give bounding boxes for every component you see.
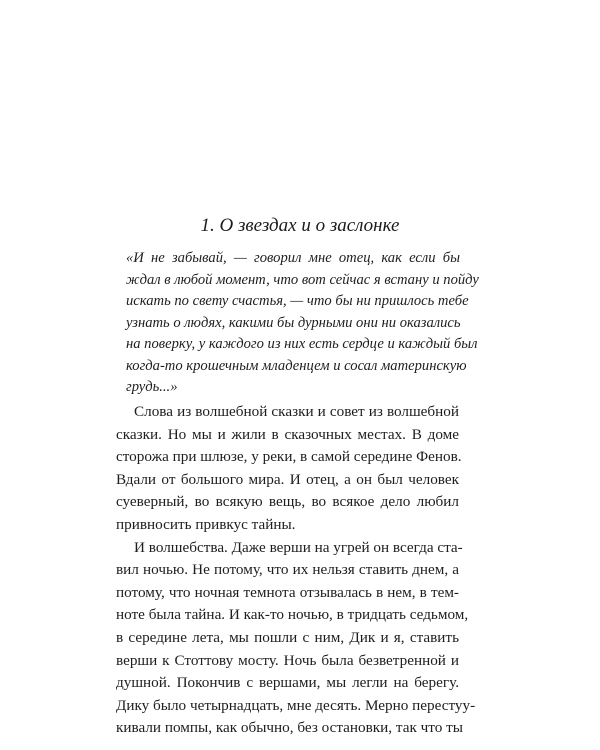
epigraph-line: «И не забывай, — говорил мне отец, как если бы xyxy=(126,250,460,266)
chapter-title: 1. О звездах и о заслонке xyxy=(200,215,400,236)
text-line: вил ночью. Не потому, что их нельзя ставить днем, а xyxy=(116,561,459,579)
epigraph-line: на поверку, у каждого из них есть сердце и каждый был xyxy=(126,336,478,352)
text-line: Дику было четырнадцать, мне десять. Мерно перестуу- xyxy=(116,696,476,714)
paragraph-2 xyxy=(116,537,476,740)
text-line: кивали помпы, как обычно, без остановки, так что ты xyxy=(116,719,463,737)
text-line: верши к Стоттову мосту. Ночь была безветренной и xyxy=(116,651,459,669)
text-line: Вдали от большого мира. И отец, а он был человек xyxy=(116,470,459,488)
text-line: душной. Покончив с вершами, мы легли на берегу. xyxy=(116,674,459,692)
epigraph-line: когда-то крошечным младенцем и сосал материнскую xyxy=(126,357,467,374)
text-line: в середине лета, мы пошли с ним, Дик и я, ставить xyxy=(116,628,459,646)
text-line: сторожа при шлюзе, у реки, в самой середине Фенов. xyxy=(116,448,462,466)
text-line: привносить привкус тайны. xyxy=(116,515,296,533)
body-text xyxy=(116,401,476,740)
epigraph-line: узнать о людях, какими бы дурными они ни оказались xyxy=(126,314,461,331)
epigraph-line: искать по свету счастья, — что бы ни пришлось тебе xyxy=(126,293,469,309)
text-line: потому, что ночная темнота отзывалась в нем, в тем- xyxy=(116,583,459,601)
epigraph xyxy=(126,248,479,399)
text-line: сказки. Но мы и жили в сказочных местах. В доме xyxy=(116,425,459,443)
text-line: И волшебства. Даже верши на угрей он всегда ста- xyxy=(134,538,463,556)
paragraph-1 xyxy=(116,401,462,537)
epigraph-line: ждал в любой момент, что вот сейчас я встану и пойду xyxy=(126,271,479,288)
text-line: Слова из волшебной сказки и совет из волшебной xyxy=(134,403,459,420)
text-line: суеверный, во всякую вещь, во всякое дело любил xyxy=(116,493,459,511)
text-line: ноте была тайна. И как-то ночью, в тридцать седьмом, xyxy=(116,606,469,624)
epigraph-line: грудь...» xyxy=(126,379,178,395)
